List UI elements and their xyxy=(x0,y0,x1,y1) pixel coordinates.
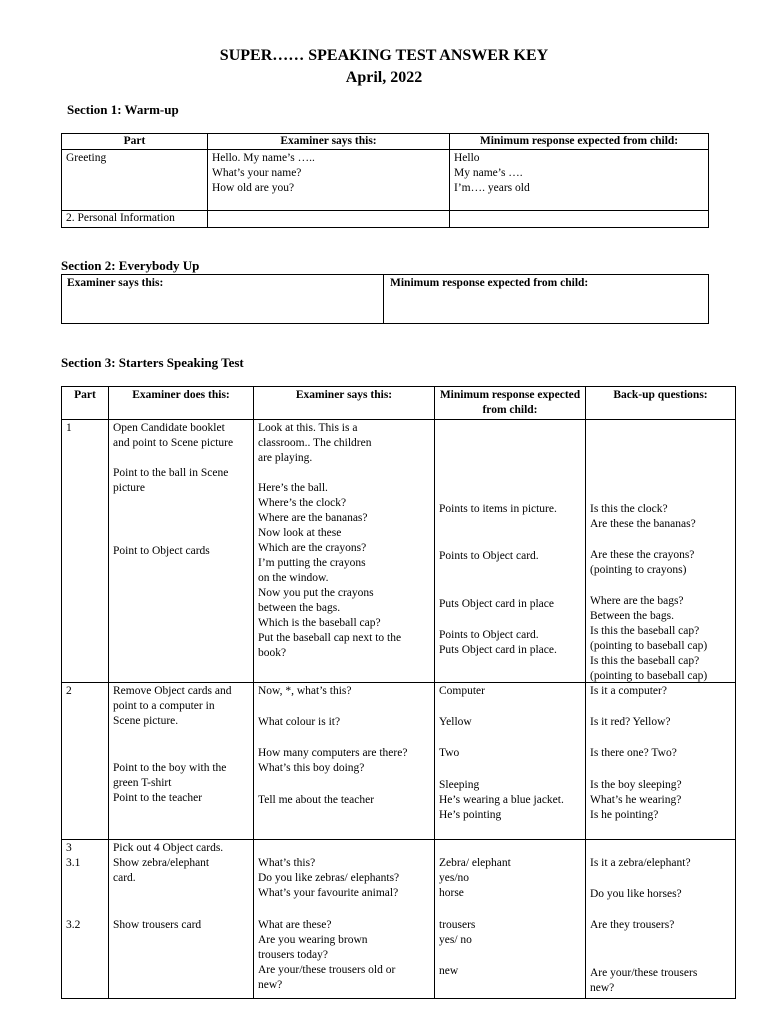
says-cell: Look at this. This is a classroom.. The children are playing. Here’s the ball. Where’s the clock? Where are the bananas? Now look at these Which are the crayons? I’m putting the crayons on the window. Now you put the crayons between the bags. Which is the baseball cap? Put the baseball cap next to the book? xyxy=(254,420,435,683)
part-cell: 2. Personal Information xyxy=(62,211,208,228)
response-cell: Points to items in picture. Points to Object card. Puts Object card in place Points to Object card. Puts Object card in place. xyxy=(435,420,586,683)
response-cell xyxy=(450,211,709,228)
col-header-part: Part xyxy=(62,134,208,150)
document-title: SUPER…… SPEAKING TEST ANSWER KEY xyxy=(219,47,549,64)
response-cell: Zebra/ elephant yes/no horse trousers yes/ no new xyxy=(435,840,586,999)
does-cell: Open Candidate booklet and point to Scene picture Point to the ball in Scene picture Point to Object cards xyxy=(109,420,254,683)
col-header-min-response: Minimum response expected from child: xyxy=(450,134,709,150)
part-cell: 3 3.1 3.2 xyxy=(62,840,109,999)
response-cell: Hello My name’s …. I’m…. years old xyxy=(450,150,709,211)
col-header-examiner-does: Examiner does this: xyxy=(109,387,254,420)
part-cell: 1 xyxy=(62,420,109,683)
document-date: April, 2022 xyxy=(345,69,423,86)
table-row xyxy=(62,840,736,999)
col-header-examiner-says: Examiner says this: xyxy=(254,387,435,420)
does-cell: Pick out 4 Object cards. Show zebra/elephant card. Show trousers card xyxy=(109,840,254,999)
part-cell: 2 xyxy=(62,683,109,840)
col-header-min-response: Minimum response expected from child: xyxy=(384,275,709,324)
section1-heading: Section 1: Warm-up xyxy=(67,102,179,117)
does-cell: Remove Object cards and point to a computer in Scene picture. Point to the boy with the green T-shirt Point to the teacher xyxy=(109,683,254,840)
says-cell: What’s this? Do you like zebras/ elephants? What’s your favourite animal? What are these? Are you wearing brown trousers today? Are your/these trousers old or new? xyxy=(254,840,435,999)
col-header-examiner-says: Examiner says this: xyxy=(62,275,384,324)
col-header-examiner-says: Examiner says this: xyxy=(208,134,450,150)
section3-heading: Section 3: Starters Speaking Test xyxy=(61,355,244,370)
section2-table xyxy=(61,274,709,324)
says-cell xyxy=(208,211,450,228)
response-cell: Computer Yellow Two Sleeping He’s wearing a blue jacket. He’s pointing xyxy=(435,683,586,840)
backup-cell: Is this the clock? Are these the bananas? Are these the crayons? (pointing to crayons) Where are the bags? Between the bags. Is this the baseball cap? (pointing to baseball cap) Is this the baseball cap? (pointing to baseball cap) xyxy=(586,420,736,683)
section2-heading: Section 2: Everybody Up xyxy=(61,258,200,273)
col-header-backup-questions: Back-up questions: xyxy=(586,387,736,420)
says-cell: Hello. My name’s ….. What’s your name? How old are you? xyxy=(208,150,450,211)
table-row xyxy=(62,420,736,683)
table-row xyxy=(62,150,709,211)
section1-table xyxy=(61,133,709,228)
section3-table xyxy=(61,386,736,999)
part-cell: Greeting xyxy=(62,150,208,211)
col-header-part: Part xyxy=(62,387,109,420)
backup-cell: Is it a computer? Is it red? Yellow? Is there one? Two? Is the boy sleeping? What’s he wearing? Is he pointing? xyxy=(586,683,736,840)
backup-cell: Is it a zebra/elephant? Do you like horses? Are they trousers? Are your/these trousers new? xyxy=(586,840,736,999)
col-header-min-response: Minimum response expected from child: xyxy=(435,387,586,420)
table-row xyxy=(62,211,709,228)
says-cell: Now, *, what’s this? What colour is it? How many computers are there? What’s this boy doing? Tell me about the teacher xyxy=(254,683,435,840)
table-row xyxy=(62,683,736,840)
